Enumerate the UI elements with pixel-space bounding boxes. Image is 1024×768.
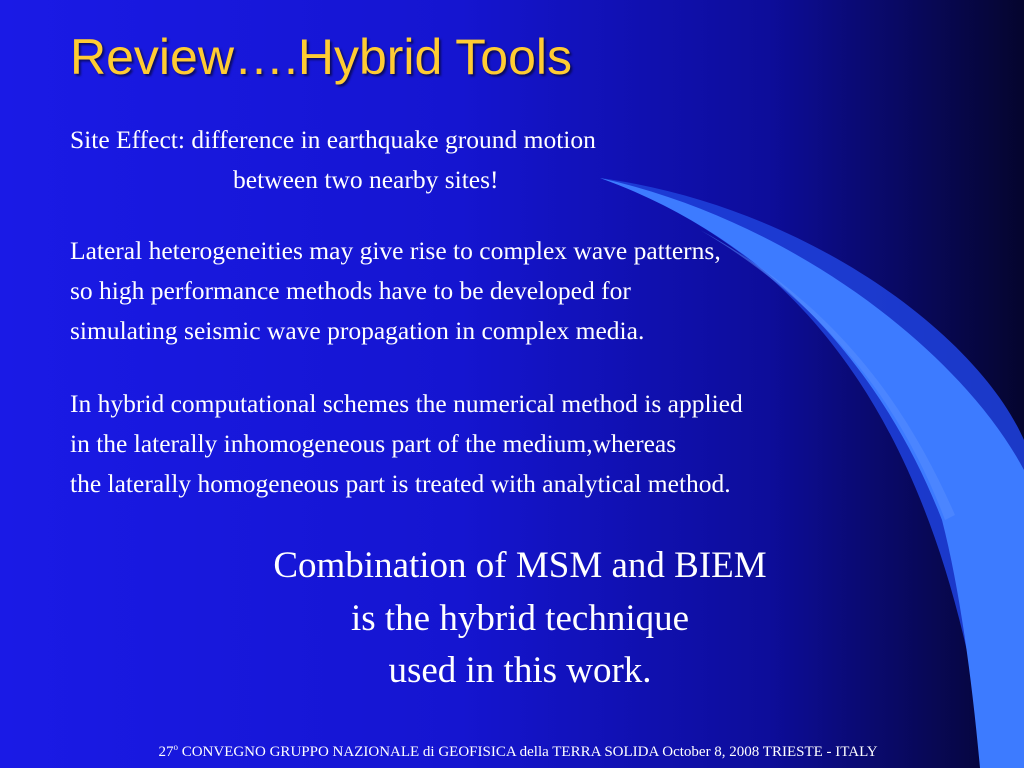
site-effect-paragraph bbox=[70, 120, 596, 200]
paragraph-line: in the laterally inhomogeneous part of the medium,whereas bbox=[70, 429, 677, 458]
hybrid-schemes-paragraph bbox=[70, 384, 743, 504]
footer-text: CONVEGNO GRUPPO NAZIONALE di GEOFISICA della TERRA SOLIDA October 8, 2008 TRIESTE - ITALY bbox=[177, 744, 878, 760]
conclusion-line: used in this work. bbox=[388, 650, 652, 691]
paragraph-line: so high performance methods have to be developed for bbox=[70, 276, 631, 305]
slide-title: Review….Hybrid Tools bbox=[70, 29, 573, 85]
paragraph-line: Site Effect: difference in earthquake ground motion bbox=[70, 125, 596, 154]
paragraph-line: simulating seismic wave propagation in complex media. bbox=[70, 316, 645, 345]
slide-footer bbox=[0, 742, 1024, 761]
conclusion-statement bbox=[0, 540, 1024, 698]
footer-number: 27 bbox=[158, 744, 174, 760]
conclusion-line: is the hybrid technique bbox=[350, 597, 690, 639]
conclusion-line: Combination of MSM and BIEM bbox=[273, 545, 767, 586]
paragraph-line: Lateral heterogeneities may give rise to complex wave patterns, bbox=[70, 236, 721, 265]
paragraph-line: the laterally homogeneous part is treated with analytical method. bbox=[70, 469, 731, 498]
lateral-heterogeneities-paragraph bbox=[70, 231, 721, 351]
footer-superscript: o bbox=[173, 742, 178, 752]
paragraph-line: In hybrid computational schemes the numerical method is applied bbox=[70, 389, 743, 418]
paragraph-line: between two nearby sites! bbox=[233, 165, 499, 194]
